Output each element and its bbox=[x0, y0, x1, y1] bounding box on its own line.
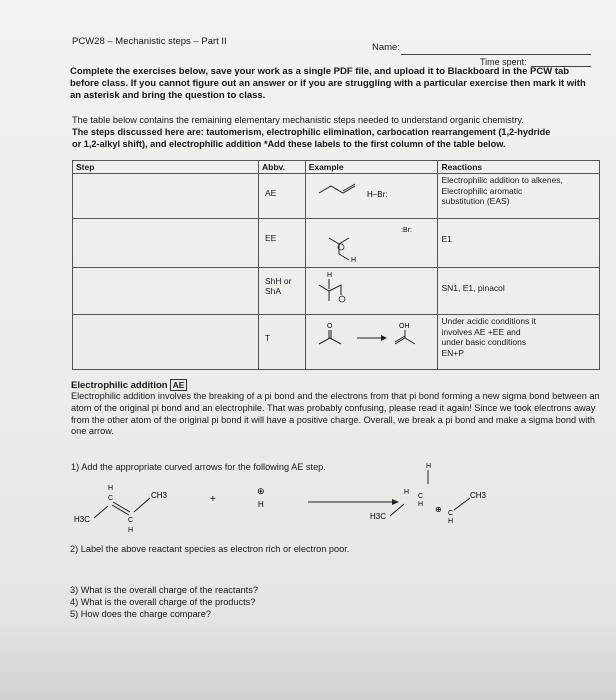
abbv-text: ShH or ShA bbox=[264, 276, 292, 296]
name-label: Name: bbox=[372, 42, 400, 53]
instructions-paragraph: Complete the exercises below, save your work as a single PDF file, and upload it to Blackboard in the PCW tab before class. If you cannot figure out an answer or if you are struggling with a particular exercise then mark it with an asterisk and bring the question to class. bbox=[70, 66, 586, 101]
plus-sign: + bbox=[210, 494, 216, 505]
questions-3-5 bbox=[70, 584, 258, 620]
section-heading bbox=[71, 379, 187, 391]
carbon-label: C bbox=[128, 517, 134, 524]
reactions-cell bbox=[438, 268, 600, 315]
ae-badge: AE bbox=[170, 379, 188, 391]
oxygen-label: O bbox=[326, 323, 333, 330]
header-step: Step bbox=[73, 161, 259, 174]
table-intro-line-2: The steps discussed here are: tautomerism, electrophilic elimination, carbocation rearrangement (1,2-hydride bbox=[72, 127, 551, 137]
section-heading-text: Electrophilic addition bbox=[71, 380, 168, 391]
h-label: H bbox=[128, 527, 134, 534]
h-label: H bbox=[426, 463, 432, 470]
question-1: 1) Add the appropriate curved arrows for the following AE step. bbox=[71, 462, 326, 472]
h-label: H bbox=[326, 272, 332, 279]
table-row bbox=[73, 315, 600, 370]
tautomerism-structure bbox=[309, 316, 433, 366]
abbv-cell: AE bbox=[258, 174, 305, 219]
carbocation-elimination-structure bbox=[309, 220, 429, 264]
charge-label: ⊕ bbox=[257, 486, 265, 496]
question-3: 3) What is the overall charge of the reactants? bbox=[70, 585, 258, 595]
ae-reaction-scheme bbox=[60, 460, 616, 544]
step-cell-empty[interactable] bbox=[73, 268, 259, 315]
reaction-line: Under acidic conditions it bbox=[441, 316, 536, 326]
reactions-cell bbox=[438, 315, 600, 370]
abbv-cell: T bbox=[258, 315, 305, 370]
reaction-line: SN1, E1, pinacol bbox=[441, 283, 505, 293]
example-cell bbox=[305, 219, 438, 268]
proton-label: H bbox=[258, 500, 264, 509]
mechanistic-steps-table bbox=[72, 160, 600, 370]
question-4: 4) What is the overall charge of the products? bbox=[70, 597, 256, 607]
ch3-label: CH3 bbox=[151, 491, 168, 500]
h-label: H bbox=[404, 489, 410, 496]
photo-shadow bbox=[0, 620, 616, 700]
table-intro-paragraph bbox=[72, 114, 598, 150]
h3c-label: H3C bbox=[370, 512, 387, 521]
example-cell bbox=[305, 174, 438, 219]
abbv-cell bbox=[258, 268, 305, 315]
hydride-shift-structure bbox=[309, 269, 429, 311]
header-example: Example bbox=[305, 161, 438, 174]
reaction-line: Electrophilic addition to alkenes, bbox=[441, 175, 563, 185]
table-row bbox=[73, 174, 600, 219]
table-intro-line-1: The table below contains the remaining elementary mechanistic steps needed to understand organic chemistry. bbox=[72, 115, 524, 125]
abbv-cell: EE bbox=[258, 219, 305, 268]
example-cell bbox=[305, 315, 438, 370]
reactions-cell bbox=[438, 174, 600, 219]
table-intro-line-3: or 1,2-alkyl shift), and electrophilic addition *Add these labels to the first column of the table below. bbox=[72, 139, 506, 149]
carbon-label: C bbox=[418, 493, 424, 500]
h3c-label: H3C bbox=[74, 515, 91, 524]
h-label: H bbox=[350, 257, 356, 264]
header-reactions: Reactions bbox=[438, 161, 600, 174]
table-row bbox=[73, 268, 600, 315]
h-label: H bbox=[418, 501, 424, 508]
reaction-line: substitution (EAS) bbox=[441, 196, 510, 206]
time-spent-label: Time spent: bbox=[480, 57, 527, 67]
example-cell bbox=[305, 268, 438, 315]
reaction-line: E1 bbox=[441, 234, 452, 244]
carbon-label: C bbox=[108, 495, 114, 502]
table-row bbox=[73, 219, 600, 268]
reaction-line: under basic conditions bbox=[441, 337, 527, 347]
reaction-line: EN+P bbox=[441, 347, 464, 358]
hydroxyl-label: OH bbox=[398, 323, 410, 330]
h-label: H bbox=[108, 485, 114, 492]
table-header-row bbox=[73, 161, 600, 174]
ch3-label: CH3 bbox=[470, 491, 487, 500]
step-cell-empty[interactable] bbox=[73, 174, 259, 219]
reaction-line: Electrophilic aromatic bbox=[441, 185, 523, 196]
charge-label: ⊕ bbox=[435, 505, 442, 514]
worksheet-title: PCW28 – Mechanistic steps – Part II bbox=[72, 36, 227, 47]
electrophilic-addition-paragraph: Electrophilic addition involves the breaking of a pi bond and the electrons from that pi bond forming a new sigma bond between an atom of the original pi bond and an electrophile. That was probably confusing, please read it again! Since we took electrons away from the other atom of the original pi bond it will have a positive charge. Overall, we break a pi bond and make a sigma bond with one arrow. bbox=[71, 391, 600, 437]
bromide-label: :Br: bbox=[400, 227, 412, 234]
h-label: H bbox=[448, 518, 454, 525]
alkene-hbr-structure bbox=[309, 175, 429, 215]
step-cell-empty[interactable] bbox=[73, 315, 259, 370]
question-5: 5) How does the charge compare? bbox=[70, 609, 211, 619]
name-field-line[interactable] bbox=[401, 54, 591, 55]
header-abbv: Abbv. bbox=[258, 161, 305, 174]
question-2: 2) Label the above reactant species as electron rich or electron poor. bbox=[70, 544, 350, 554]
reactions-cell bbox=[438, 219, 600, 268]
step-cell-empty[interactable] bbox=[73, 219, 259, 268]
reaction-line: involves AE +EE and bbox=[441, 326, 521, 337]
carbon-label: C bbox=[448, 510, 454, 517]
hbr-label: H–Br: bbox=[366, 190, 388, 199]
